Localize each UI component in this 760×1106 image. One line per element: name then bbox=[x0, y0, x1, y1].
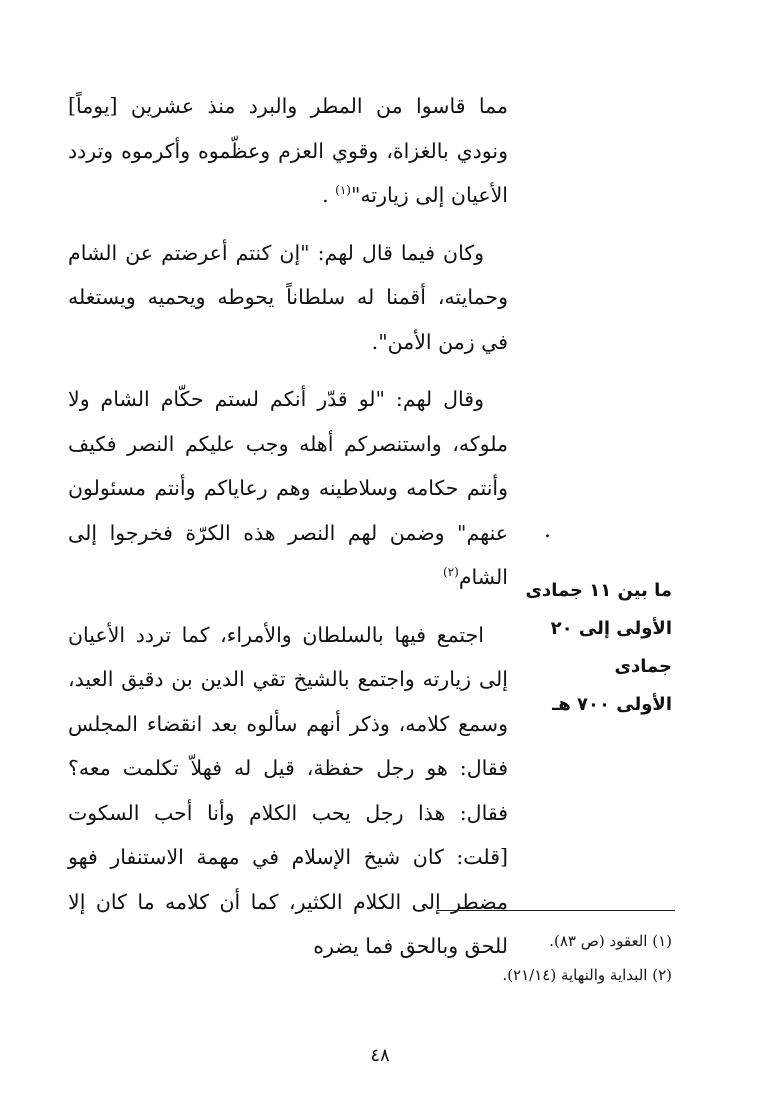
paragraph-4-text: اجتمع فيها بالسلطان والأمراء، كما تردد الأعيان إلى زيارته واجتمع بالشيخ تقي الدين بن دقيق العيد، وسمع كلامه، وذكر أنهم سألوه بعد انقضاء المجلس فقال: هو رجل حفظة، قيل له فهلاّ تكلمت معه؟ فقال: هذا رجل يحب الكلام وأنا أحب السكوت [قلت: كان شيخ الإسلام في مهمة الاستنفار فهو مضطر إلى الكلام الكثير، كما أن كلامه ما كان إلا للحق وبالحق فما يضره bbox=[68, 622, 508, 958]
paragraph-1 bbox=[68, 84, 508, 218]
paragraph-1-tail: . bbox=[322, 183, 336, 207]
footnote-ref-2: (٢) bbox=[443, 565, 459, 580]
paragraph-2-text: وكان فيما قال لهم: "إن كنتم أعرضتم عن الشام وحمايته، أقمنا له سلطاناً يحوطه ويحميه ويستغله في زمن الأمن". bbox=[68, 240, 508, 354]
margin-note-line-1: ما بين ١١ جمادى bbox=[525, 580, 672, 601]
page-number: ٤٨ bbox=[370, 1045, 390, 1066]
main-text-column bbox=[68, 84, 508, 982]
paragraph-3-text: وقال لهم: "لو قدّر أنكم لستم حكّام الشام ولا ملوكه، واستنصركم أهله وجب عليكم النصر فكيف وأنتم حكامه وسلاطينه وهم رعاياكم وأنتم مسئولون عنهم" وضمن لهم النصر هذه الكرّة فخرجوا إلى الشام bbox=[68, 387, 508, 589]
paragraph-3 bbox=[68, 377, 508, 600]
margin-date-note bbox=[520, 572, 672, 724]
paragraph-4 bbox=[68, 613, 508, 969]
footnote-ref-1: (١) bbox=[335, 183, 351, 198]
paragraph-1-text: مما قاسوا من المطر والبرد منذ عشرين [يوماً] ونودي بالغزاة، وقوي العزم وعظّموه وأكرموه وتردد الأعيان إلى زيارته" bbox=[68, 94, 508, 207]
footnote-1: (١) العقود (ص ٨٣). bbox=[549, 932, 672, 950]
footnotes bbox=[232, 924, 672, 992]
footnote-2: (٢) البداية والنهاية (٢١/١٤). bbox=[502, 966, 672, 984]
section-dot-marker: . bbox=[544, 518, 551, 543]
footnote-divider bbox=[437, 910, 675, 911]
margin-note-line-3: الأولى ٧٠٠ هـ bbox=[552, 694, 672, 715]
margin-note-line-2: الأولى إلى ٢٠ جمادى bbox=[550, 618, 672, 677]
paragraph-2 bbox=[68, 231, 508, 365]
